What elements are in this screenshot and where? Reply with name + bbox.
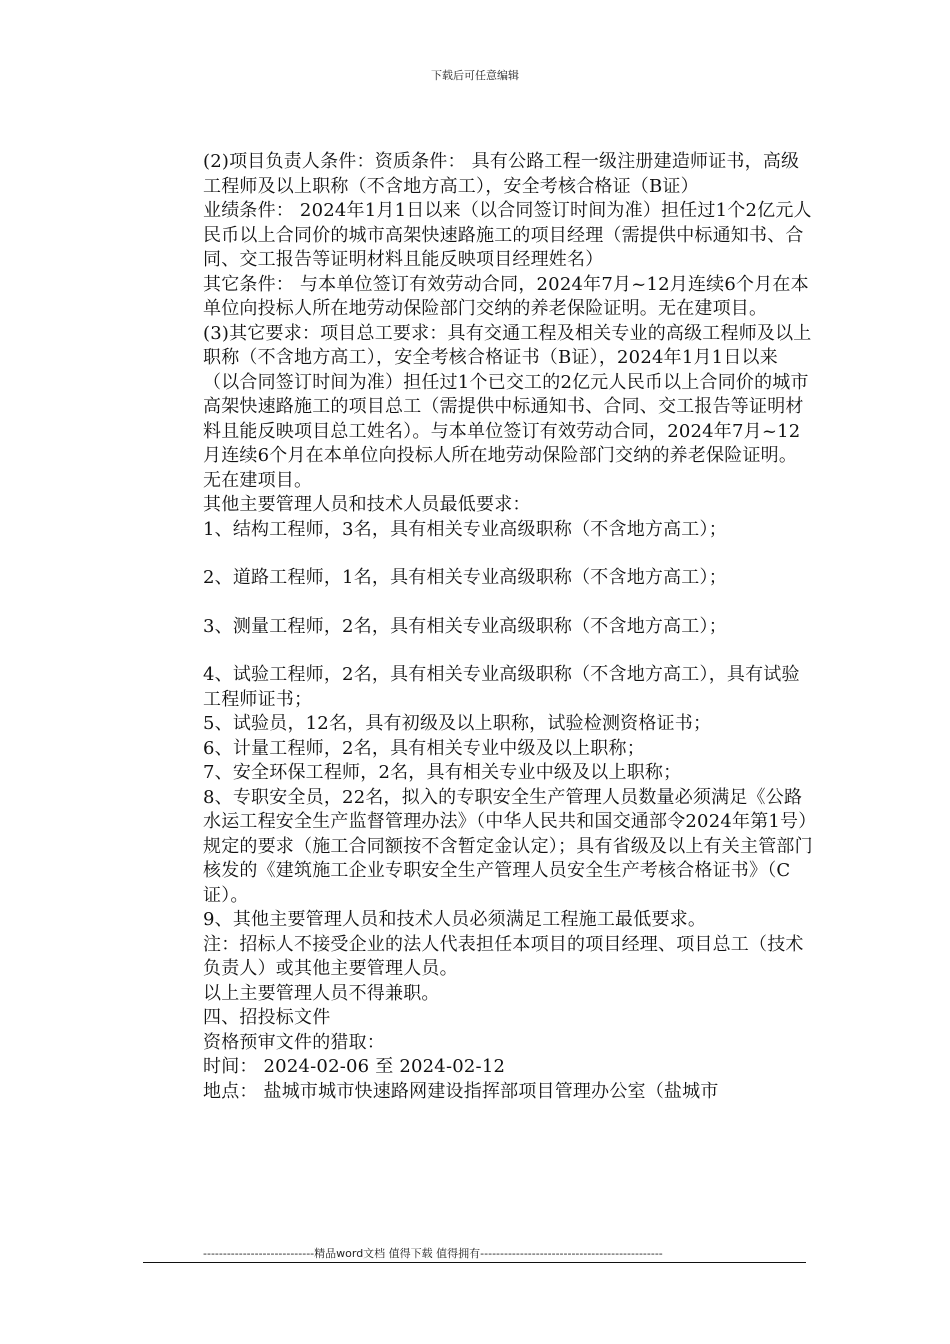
list-item-tester: 5、试验员，12名，具有初级及以上职称，试验检测资格证书；: [203, 713, 712, 734]
paragraph-time: 时间： 2024-02-06 至 2024-02-12: [203, 1056, 506, 1077]
list-item-safety-officer: 8、专职安全员，22名，拟入的专职安全生产管理人员数量必须满足《公路水运工程安全生产监督管理办法》（中华人民共和国交通部令2024年第1号）规定的要求（施工合同额按不含暂定金认定）；具有省级及以上有关主管部门核发的《建筑施工企业专职安全生产管理人员安全生产考核合格证书》（C证）。: [203, 786, 813, 906]
paragraph-performance-conditions: 业绩条件： 2024年1月1日以来（以合同签订时间为准）担任过1个2亿元人民币以上合同价的城市高架快速路施工的项目经理（需提供中标通知书、合同、交工报告等证明材料且能反映项目经理姓名）: [203, 200, 812, 270]
list-item-survey-engineer: 3、测量工程师，2名，具有相关专业高级职称（不含地方高工）；: [203, 615, 727, 637]
list-item-other-staff: 9、其他主要管理人员和技术人员必须满足工程施工最低要求。: [203, 909, 707, 930]
page-header-note: 下载后可任意编辑: [431, 69, 519, 82]
list-item-test-engineer: 4、试验工程师，2名，具有相关专业高级职称（不含地方高工），具有试验工程师证书；: [203, 664, 800, 710]
list-item-measurement-engineer: 6、计量工程师，2名，具有相关专业中级及以上职称；: [203, 737, 645, 759]
paragraph-other-conditions: 其它条件： 与本单位签订有效劳动合同，2024年7月~12月连续6个月在本单位向投标人所在地劳动保险部门交纳的养老保险证明。无在建项目。: [203, 273, 809, 319]
paragraph-chief-engineer-requirements: (3)其它要求：项目总工要求：具有交通工程及相关专业的高级工程师及以上职称（不含地方高工），安全考核合格证书（B证），2024年1月1日以来（以合同签订时间为准）担任过1个已交工的2亿元人民币以上合同价的城市高架快速路施工的项目总工（需提供中标通知书、合同、交工报告等证明材料且能反映项目总工姓名）。与本单位签订有效劳动合同，2024年7月~12月连续6个月在本单位向投标人所在地劳动保险部门交纳的养老保险证明。无在建项目。: [203, 322, 812, 491]
page-footer-text: ----------------------------精品word文档 值得下载 值得拥有----------------------------------------------: [203, 1247, 663, 1260]
document-body: [203, 150, 813, 1104]
paragraph-project-manager-qualification: (2)项目负责人条件：资质条件： 具有公路工程一级注册建造师证书，高级工程师及以上职称（不含地方高工），安全考核合格证（B证）: [203, 151, 800, 197]
paragraph-prequalification-obtain: 资格预审文件的猎取：: [203, 1031, 385, 1053]
list-item-structural-engineer: 1、结构工程师，3名，具有相关专业高级职称（不含地方高工）；: [203, 518, 727, 540]
section-heading-bidding-documents: 四、招投标文件: [203, 1007, 331, 1028]
list-item-safety-environment-engineer: 7、安全环保工程师，2名，具有相关专业中级及以上职称；: [203, 762, 682, 783]
paragraph-no-concurrent-posts: 以上主要管理人员不得兼职。: [203, 982, 440, 1004]
list-item-road-engineer: 2、道路工程师，1名，具有相关专业高级职称（不含地方高工）；: [203, 567, 727, 588]
paragraph-staff-requirements-heading: 其他主要管理人员和技术人员最低要求：: [203, 494, 531, 515]
footer-divider: [143, 1262, 806, 1263]
paragraph-note: 注：招标人不接受企业的法人代表担任本项目的项目经理、项目总工（技术负责人）或其他主要管理人员。: [203, 933, 804, 979]
paragraph-location: 地点： 盐城市城市快速路网建设指挥部项目管理办公室（盐城市: [203, 1080, 719, 1102]
